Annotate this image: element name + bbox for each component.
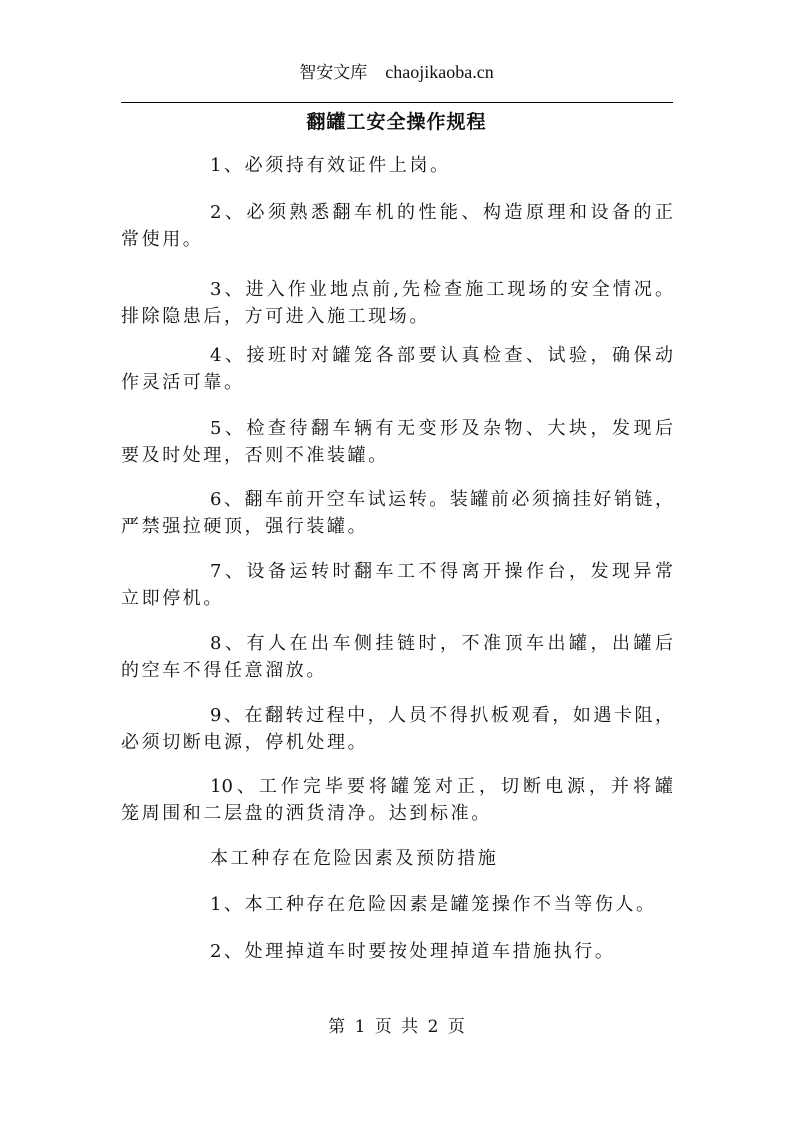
paragraph-line: 9、在翻转过程中，人员不得扒板观看，如遇卡阻， [210, 705, 673, 726]
paragraph [121, 342, 673, 396]
paragraph [121, 558, 673, 612]
paragraph-line: 作灵活可靠。 [121, 372, 245, 393]
paragraph-line: 4、接班时对罐笼各部要认真检查、试验，确保动 [210, 345, 673, 366]
paragraph [121, 702, 673, 756]
paragraph-line: 10、工作完毕要将罐笼对正，切断电源，并将罐 [210, 776, 673, 797]
paragraph-line: 立即停机。 [121, 588, 224, 609]
paragraph-line: 5、检查待翻车辆有无变形及杂物、大块，发现后 [210, 418, 673, 439]
paragraph [121, 773, 673, 827]
paragraph [121, 199, 673, 253]
paragraph [121, 276, 673, 330]
document-title: 翻罐工安全操作规程 [306, 111, 487, 133]
page-header [0, 58, 793, 83]
paragraph-line: 6、翻车前开空车试运转。装罐前必须摘挂好销链， [210, 489, 673, 510]
paragraph-line: 本工种存在危险因素及预防措施 [210, 848, 499, 869]
paragraph-line: 7、设备运转时翻车工不得离开操作台，发现异常 [210, 561, 673, 582]
header-site: chaojikaoba.cn [385, 62, 494, 82]
paragraph [121, 845, 673, 872]
page-footer: 第 1 页 共 2 页 [328, 1017, 465, 1037]
header-brand: 智安文库 [299, 63, 368, 83]
paragraph [121, 486, 673, 540]
paragraph [121, 630, 673, 684]
paragraph-line: 笼周围和二层盘的洒货清净。达到标准。 [121, 803, 492, 824]
paragraph-line: 的空车不得任意溜放。 [121, 660, 327, 681]
paragraph-line: 要及时处理，否则不准装罐。 [121, 445, 389, 466]
paragraph-line: 常使用。 [121, 229, 204, 250]
paragraph-line: 严禁强拉硬顶，强行装罐。 [121, 516, 369, 537]
paragraph-line: 3、进入作业地点前,先检查施工现场的安全情况。 [210, 279, 673, 300]
paragraph-line: 必须切断电源，停机处理。 [121, 732, 369, 753]
paragraph-line: 1、必须持有效证件上岗。 [210, 155, 451, 176]
paragraph-line: 2、处理掉道车时要按处理掉道车措施执行。 [210, 941, 616, 962]
header-divider [121, 102, 673, 103]
paragraph [121, 938, 673, 965]
paragraph-line: 排除隐患后，方可进入施工现场。 [121, 306, 430, 327]
paragraph-line: 8、有人在出车侧挂链时，不准顶车出罐，出罐后 [210, 633, 673, 654]
paragraph-line: 1、本工种存在危险因素是罐笼操作不当等伤人。 [210, 894, 657, 915]
paragraph [121, 891, 673, 918]
paragraph-line: 2、必须熟悉翻车机的性能、构造原理和设备的正 [210, 202, 673, 223]
paragraph [121, 152, 673, 179]
paragraph [121, 415, 673, 469]
